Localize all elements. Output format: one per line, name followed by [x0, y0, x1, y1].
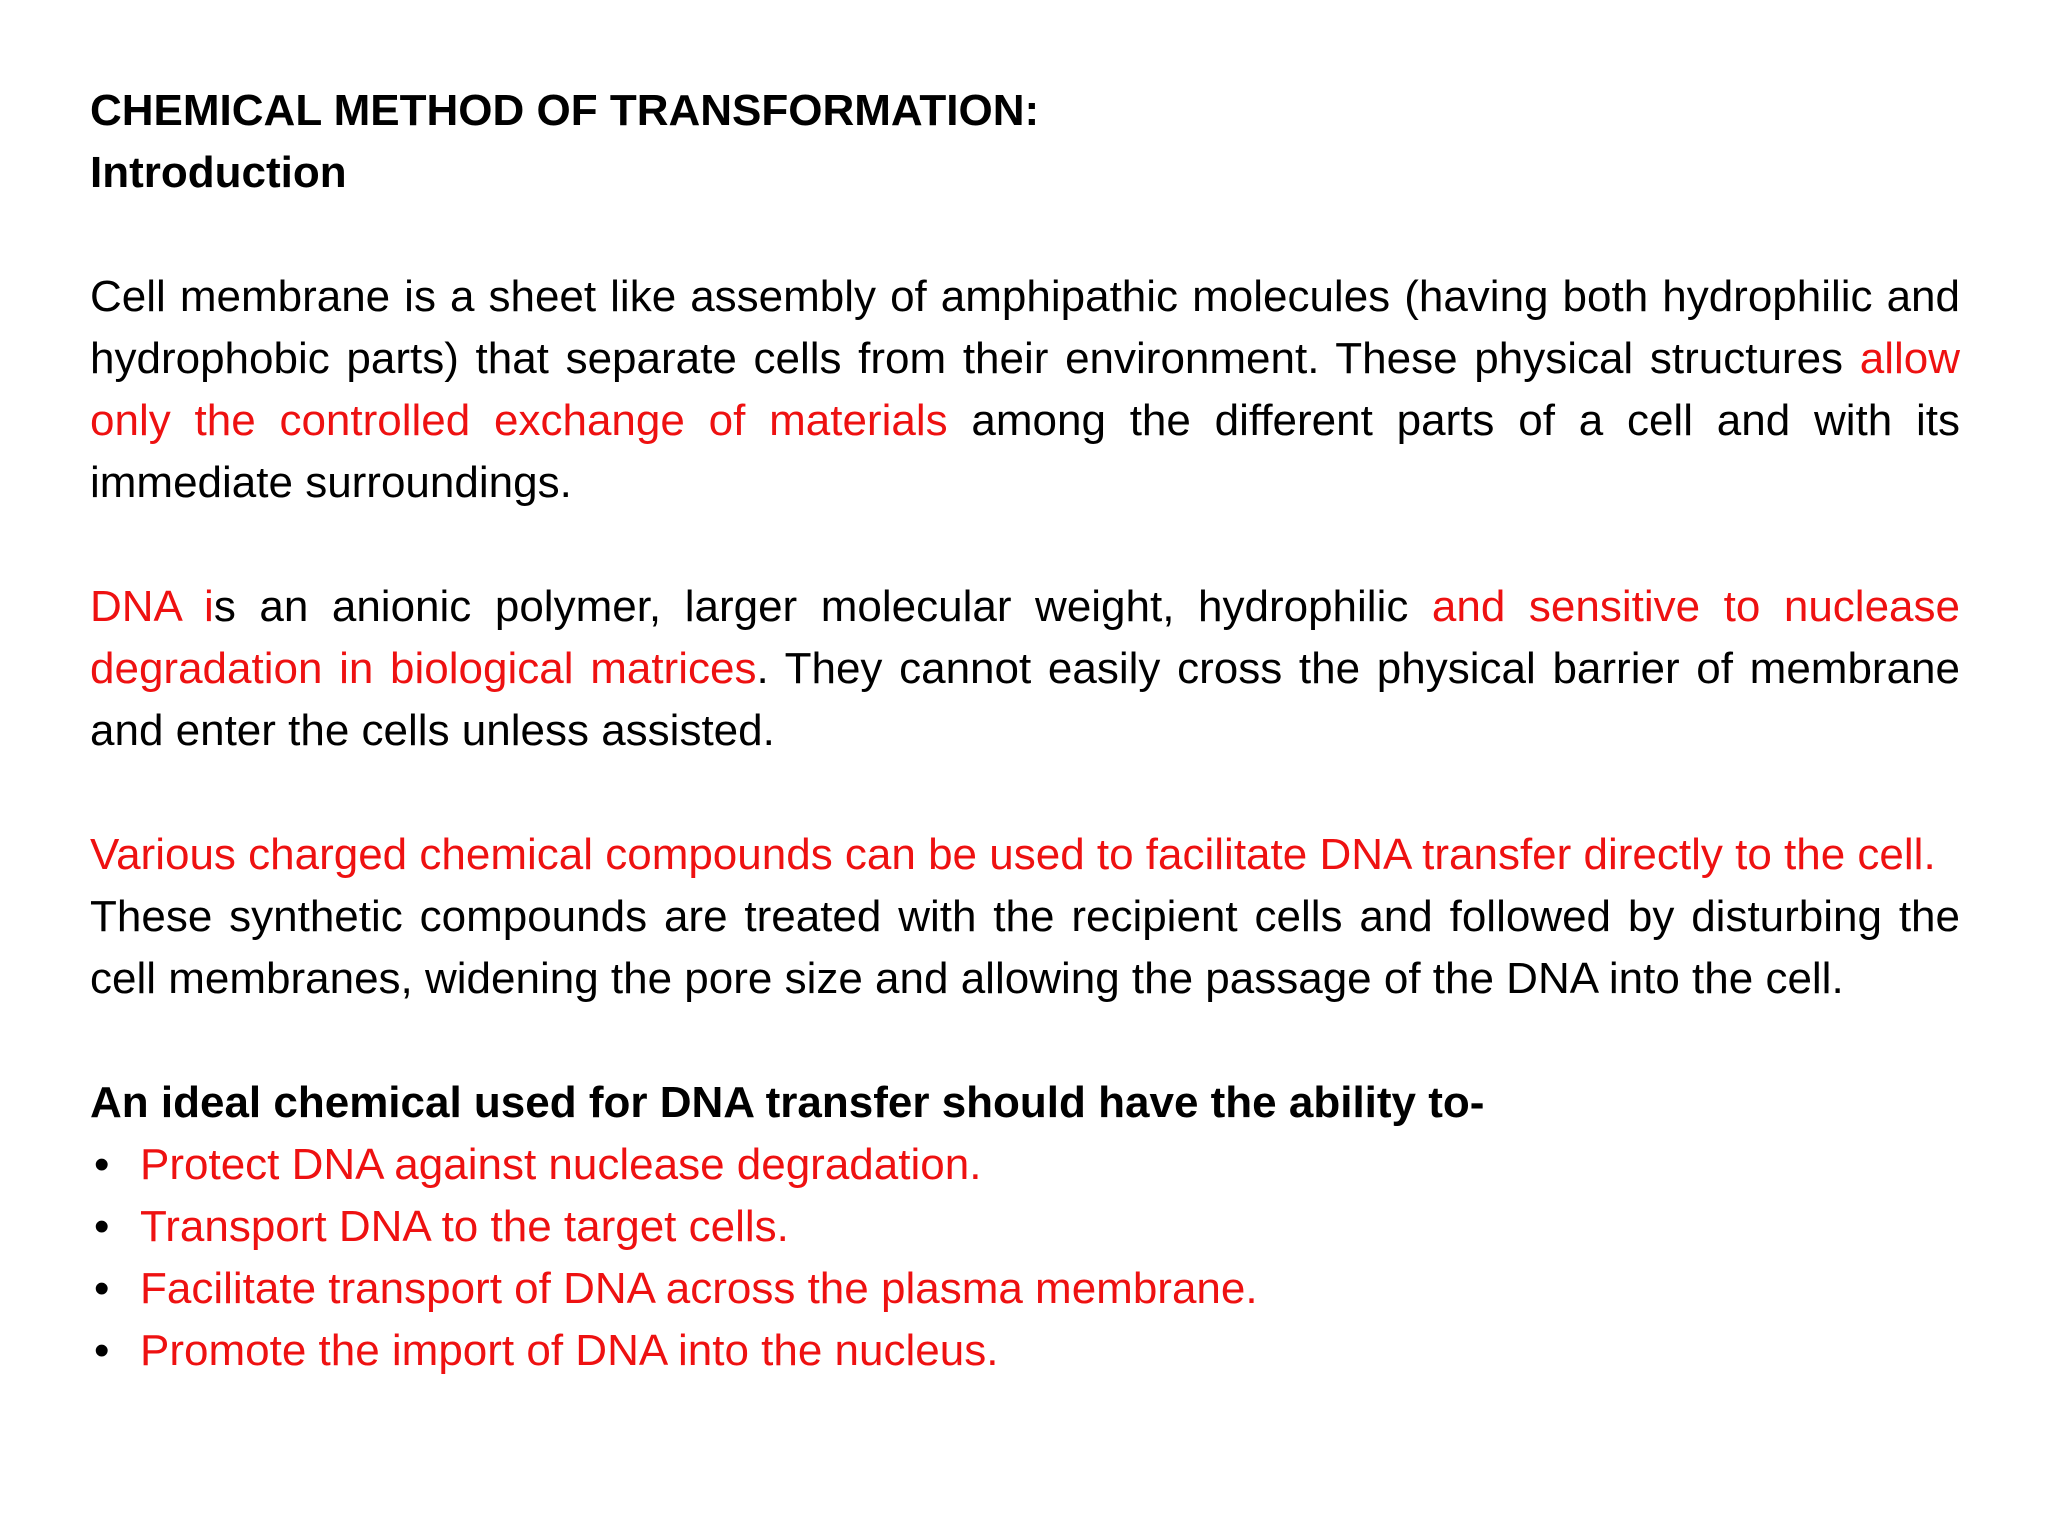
- list-item: [90, 1258, 1960, 1320]
- page-title: CHEMICAL METHOD OF TRANSFORMATION:: [90, 86, 1040, 135]
- list-item: [90, 1320, 1960, 1382]
- ability-list: [90, 1134, 1960, 1382]
- list-item-text: Facilitate transport of DNA across the plasma membrane.: [140, 1264, 1258, 1313]
- para1-text-start: Cell membrane is a sheet like assembly of amphipathic molecules (having both hydrophilic and hydrophobic parts) that separate cells from their environment. These physical structures: [90, 272, 1960, 383]
- spacer: [90, 514, 1960, 576]
- para1-highlight: allow only the controlled exchange of materials: [90, 334, 1960, 445]
- para2-highlight-nuclease: and sensitive to nuclease degradation in biological matrices: [90, 582, 1960, 693]
- paragraph-charged-compounds: Various charged chemical compounds can be used to facilitate DNA transfer directly to the cell.: [90, 830, 1936, 879]
- list-item-text: Transport DNA to the target cells.: [140, 1202, 789, 1251]
- paragraph-cell-membrane: [90, 266, 1960, 514]
- para1-text-end: among the different parts of a cell and with its immediate surroundings.: [90, 396, 1960, 507]
- bullet-icon: •: [94, 1326, 110, 1375]
- paragraph-synthetic-compounds: These synthetic compounds are treated with the recipient cells and followed by disturbing the cell membranes, widening the pore size and allowing the passage of the DNA into the cell.: [90, 892, 1960, 1003]
- bullet-icon: •: [94, 1140, 110, 1189]
- bullet-icon: •: [94, 1264, 110, 1313]
- paragraph-dna: [90, 576, 1960, 762]
- list-item: [90, 1196, 1960, 1258]
- section-subtitle: Introduction: [90, 148, 347, 197]
- bullet-icon: •: [94, 1202, 110, 1251]
- para2-text-end: . They cannot easily cross the physical barrier of membrane and enter the cells unless assisted.: [90, 644, 1960, 755]
- para2-highlight-dna: DNA i: [90, 582, 214, 631]
- slide-content: [90, 80, 1960, 1382]
- spacer: [90, 204, 1960, 266]
- list-item: [90, 1134, 1960, 1196]
- list-item-text: Promote the import of DNA into the nucleus.: [140, 1326, 999, 1375]
- ability-heading: An ideal chemical used for DNA transfer should have the ability to-: [90, 1078, 1485, 1127]
- para2-text-start: s an anionic polymer, larger molecular weight, hydrophilic: [213, 582, 1432, 631]
- spacer: [90, 1010, 1960, 1072]
- spacer: [90, 762, 1960, 824]
- list-item-text: Protect DNA against nuclease degradation.: [140, 1140, 982, 1189]
